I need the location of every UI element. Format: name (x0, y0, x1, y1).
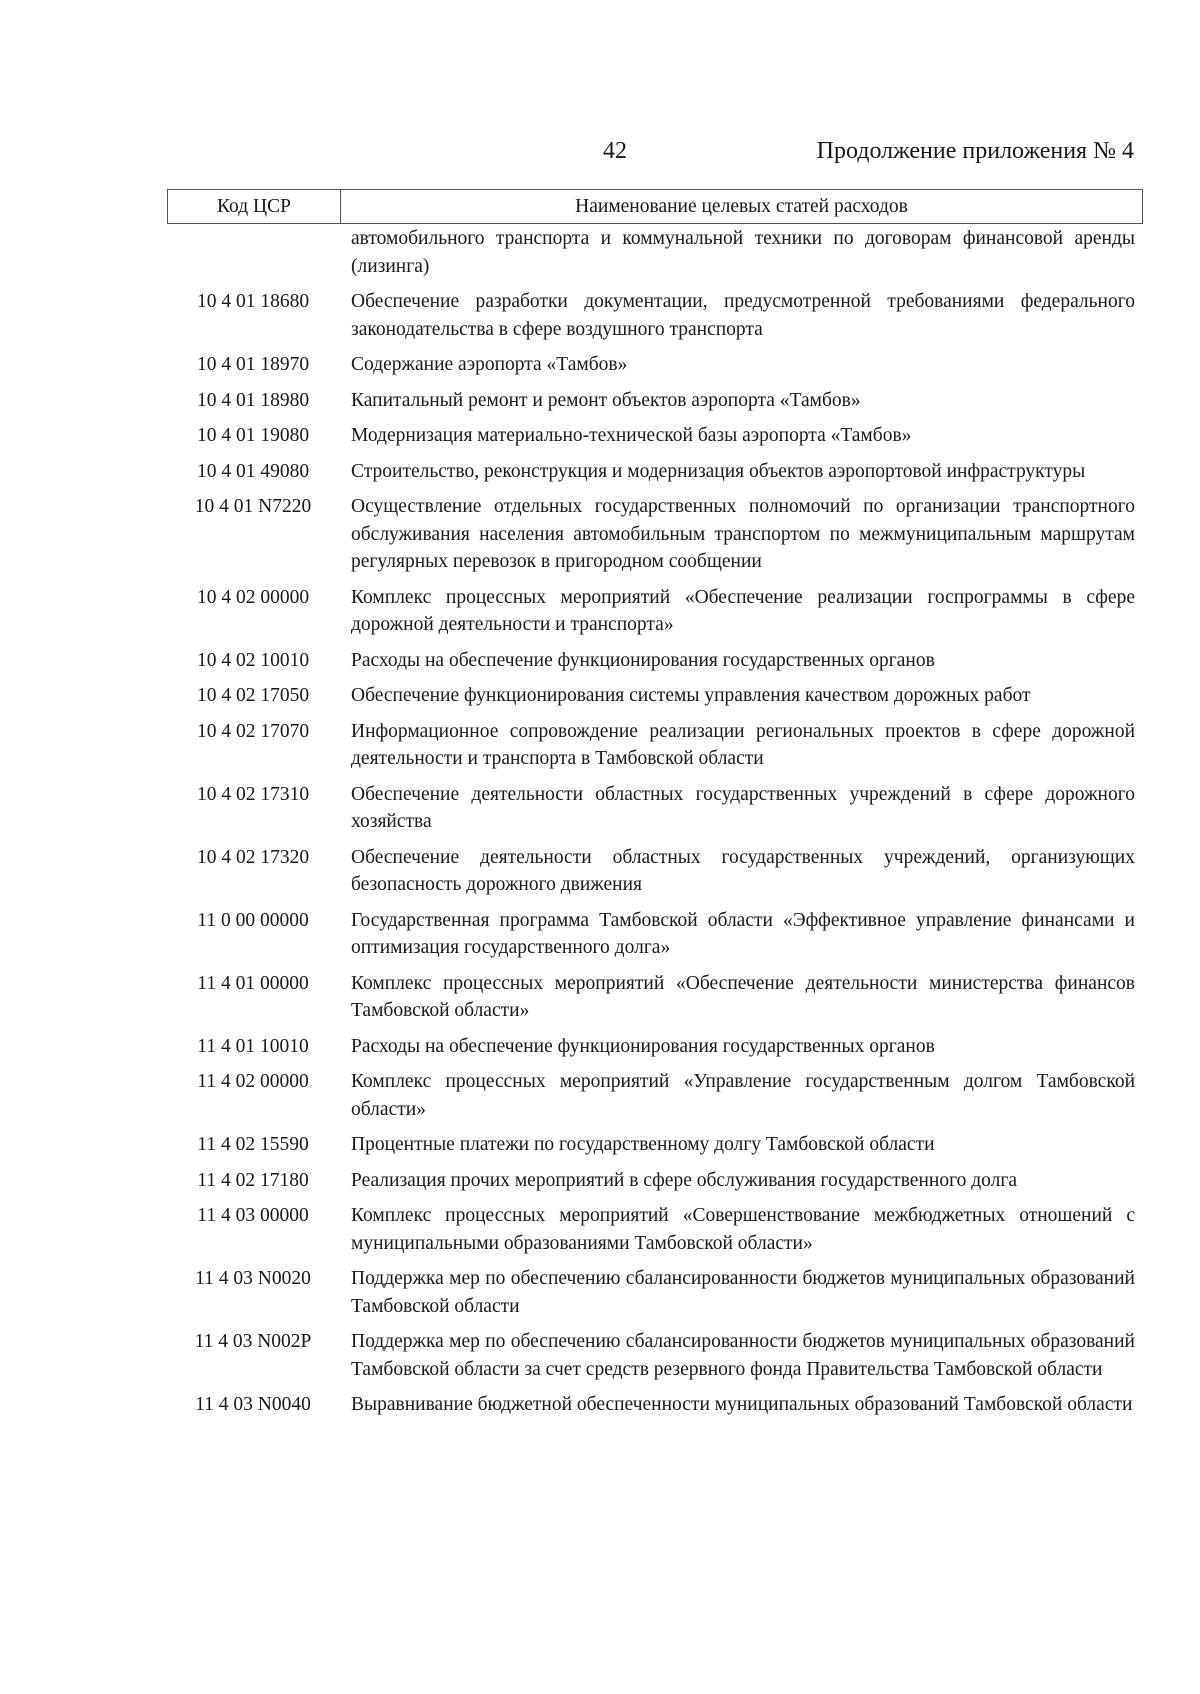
table-row (167, 1202, 1141, 1257)
row-name: Расходы на обеспечение функционирования государственных органов (351, 1035, 935, 1057)
table-row (167, 1328, 1141, 1383)
table-row (167, 1167, 1141, 1195)
column-header-code: Код ЦСР (168, 190, 341, 223)
table-row (167, 1068, 1141, 1123)
row-code: 11 0 00 00000 (197, 909, 309, 931)
row-name: Обеспечение деятельности областных государственных учреждений в сфере дорожного хозяйства (351, 783, 1135, 832)
table-row (167, 225, 1141, 280)
row-name: автомобильного транспорта и коммунальной техники по договорам финансовой аренды (лизинга) (351, 228, 1135, 277)
row-code: 11 4 02 15590 (197, 1134, 309, 1155)
row-name: Содержание аэропорта «Тамбов» (351, 354, 628, 375)
row-code: 11 4 03 N0040 (195, 1394, 311, 1415)
row-name: Комплекс процессных мероприятий «Обеспечение реализации госпрограммы в сфере дорожной деятельности и транспорта» (351, 586, 1135, 635)
row-code: 10 4 01 N7220 (194, 496, 312, 517)
row-name: Реализация прочих мероприятий в сфере обслуживания государственного долга (351, 1169, 1017, 1191)
table-row (167, 351, 1141, 379)
row-name: Поддержка мер по обеспечению сбалансированности бюджетов муниципальных образований Тамбовской области (351, 1268, 1135, 1317)
table-row (167, 844, 1141, 899)
row-code: 11 4 03 N002P (194, 1331, 312, 1352)
row-name: Информационное сопровождение реализации региональных проектов в сфере дорожной деятельности и транспорта в Тамбовской области (351, 720, 1135, 769)
row-name: Выравнивание бюджетной обеспеченности муниципальных образований Тамбовской области (351, 1394, 1133, 1415)
continuation-caption: Продолжение приложения № 4 (816, 138, 1134, 164)
row-code: 10 4 02 00000 (196, 586, 310, 608)
row-code: 11 4 03 00000 (197, 1205, 309, 1226)
table-row (167, 1131, 1141, 1159)
row-code: 11 4 01 00000 (197, 972, 309, 994)
row-code: 10 4 01 49080 (196, 460, 310, 482)
row-code: 10 4 02 17050 (196, 685, 310, 706)
row-name: Процентные платежи по государственному долгу Тамбовской области (351, 1134, 935, 1155)
table-row (167, 493, 1141, 576)
row-name: Капитальный ремонт и ремонт объектов аэропорта «Тамбов» (351, 389, 861, 411)
table-row (167, 970, 1141, 1025)
table-row (167, 458, 1141, 486)
row-name: Поддержка мер по обеспечению сбалансированности бюджетов муниципальных образований Тамбовской области за счет средств резервного фонда Правительства Тамбовской области (351, 1331, 1135, 1380)
row-code: 11 4 02 17180 (197, 1169, 309, 1191)
row-name: Осуществление отдельных государственных полномочий по организации транспортного обслуживания населения автомобильным транспортом по межмуниципальным маршрутам регулярных перевозок в пригородном сообщении (351, 496, 1135, 572)
table-row (167, 1265, 1141, 1320)
row-name: Обеспечение функционирования системы управления качеством дорожных работ (351, 685, 1031, 706)
row-code: 10 4 02 17310 (196, 783, 310, 805)
table-row (167, 584, 1141, 639)
row-code: 10 4 01 18980 (196, 389, 310, 411)
table-row (167, 781, 1141, 836)
row-code: 11 4 01 10010 (197, 1035, 309, 1057)
row-code: 11 4 02 00000 (197, 1071, 309, 1092)
table-row (167, 1391, 1141, 1419)
table-row (167, 1033, 1141, 1061)
table-row (167, 422, 1141, 450)
row-name: Комплекс процессных мероприятий «Обеспечение деятельности министерства финансов Тамбовской области» (351, 972, 1135, 1021)
row-name: Обеспечение разработки документации, предусмотренной требованиями федерального законодательства в сфере воздушного транспорта (351, 291, 1135, 340)
row-code: 10 4 02 17070 (196, 720, 310, 742)
table-row (167, 718, 1141, 773)
table-row (167, 288, 1141, 343)
row-code: 10 4 02 17320 (196, 846, 310, 868)
row-name: Строительство, реконструкция и модернизация объектов аэропортовой инфраструктуры (351, 460, 1086, 482)
table-body (167, 225, 1141, 1427)
page-number: 42 (603, 138, 627, 164)
row-code: 10 4 01 18680 (196, 291, 310, 312)
table-row (167, 647, 1141, 675)
row-code: 10 4 01 18970 (196, 354, 310, 375)
row-name: Государственная программа Тамбовской области «Эффективное управление финансами и оптимизация государственного долга» (351, 909, 1135, 958)
row-code: 10 4 02 10010 (196, 649, 310, 671)
table-row (167, 387, 1141, 415)
row-name: Комплекс процессных мероприятий «Управление государственным долгом Тамбовской области» (351, 1071, 1135, 1120)
row-code: 11 4 03 N0020 (195, 1268, 311, 1289)
row-code: 10 4 01 19080 (196, 425, 310, 446)
row-name: Расходы на обеспечение функционирования государственных органов (351, 649, 935, 671)
row-name: Обеспечение деятельности областных государственных учреждений, организующих безопасность дорожного движения (351, 846, 1135, 895)
row-name: Модернизация материально-технической базы аэропорта «Тамбов» (351, 425, 912, 446)
table-row (167, 907, 1141, 962)
row-name: Комплекс процессных мероприятий «Совершенствование межбюджетных отношений с муниципальными образованиями Тамбовской области» (351, 1205, 1135, 1254)
table-header (167, 189, 1143, 224)
column-header-name: Наименование целевых статей расходов (575, 196, 908, 217)
table-row (167, 682, 1141, 710)
